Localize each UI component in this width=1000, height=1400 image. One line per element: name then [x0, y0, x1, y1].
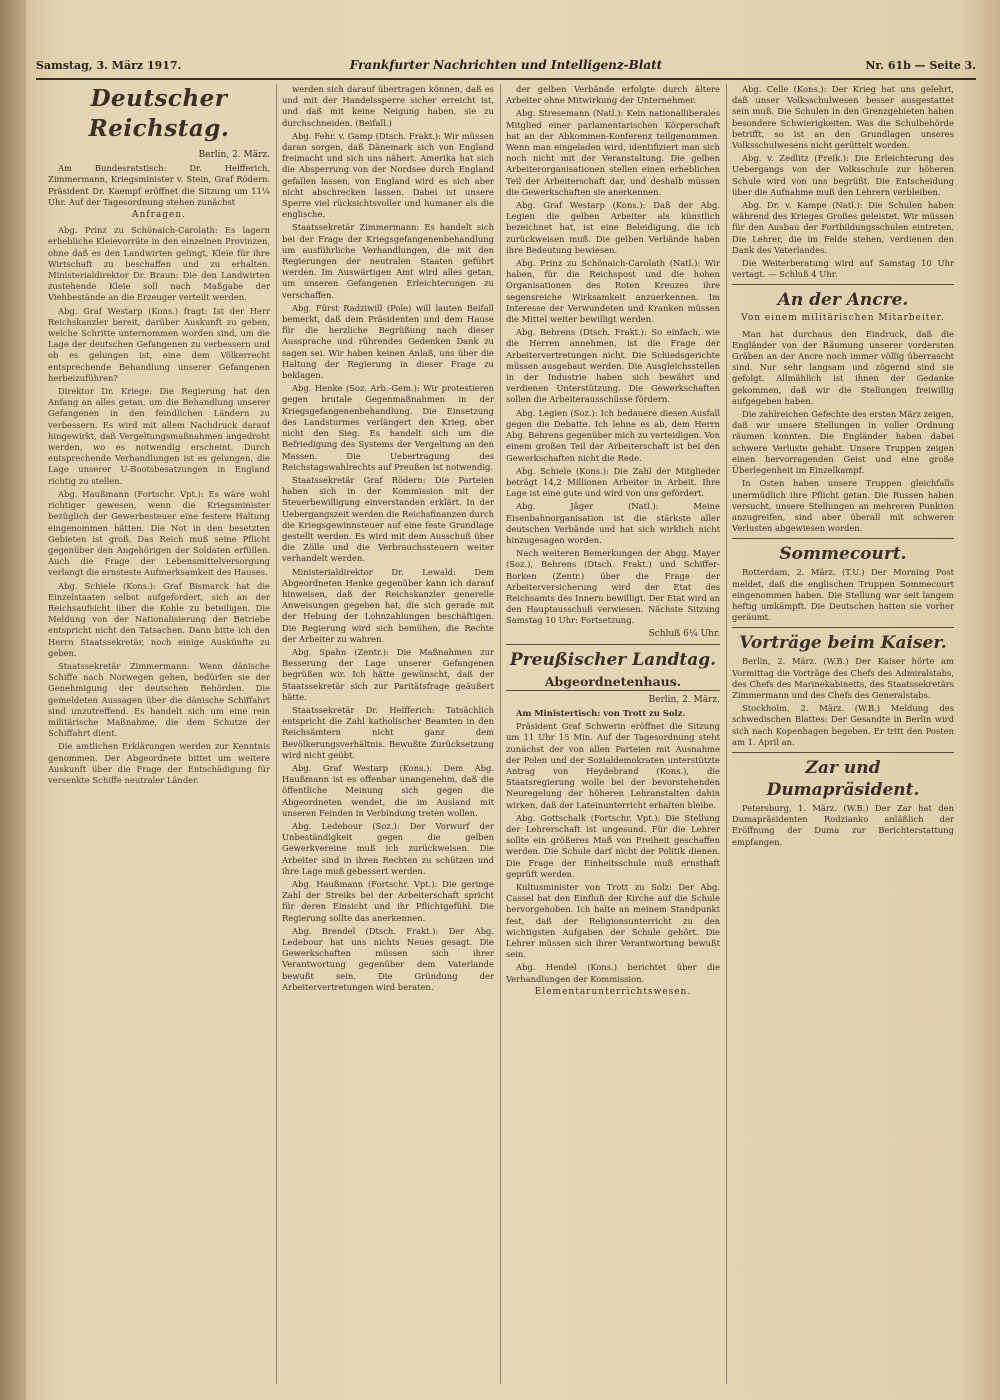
paragraph: Abg. Henke (Soz. Arb.-Gem.): Wir protestieren gegen brutale Gegenmaßnahmen in der Kriegsgefangenenbehandlung. Die Einsetzung des Landsturmes verlängert den Krieg, aber nicht den Sieg. Es handelt sich um die Befriedigung des Systems der Vergeltung an den Massen. Die Uebertragung des Reichstagswahlrechts auf Preußen ist notwendig. — [282, 383, 494, 472]
paragraph: Abg. Fürst Radziwill (Pole) will lauten Beifall bemerkt, daß dem Präsidenten und dem Hause für die herzliche Begrüßung nach dieser Aussprache und rührendes Gedenken Dank zu sagen sei. Wir haben keinen Anlaß, uns über die Haltung der Regierung in dieser Frage zu beklagen. — [282, 302, 494, 381]
paragraph: Am Bundesratstisch: Dr. Helfferich, Zimmermann, Kriegsminister v. Stein, Graf Rödern. Präsident Dr. Kaempf eröffnet die Sitzung um 11¼ Uhr. Auf der Tagesordnung stehen zunächst — [48, 163, 270, 207]
paragraph: Die zahlreichen Gefechte des ersten März zeigen, daß wir unsere Stellungen in voller Ordnung räumen konnten. Die Engländer haben dabei schwere Verluste gehabt. Unsere Truppen zeigen einen hervorragenden Geist und eine große Überlegenheit im Einzelkampf. — [732, 409, 954, 476]
paragraph: Abg. Stresemann (Natl.): Kein nationalliberales Mitglied einer parlamentarischen Körperschaft hat an der Abkommen-Konferenz teilgenommen. Wenn man eingeladen wird, identifiziert man sich noch nicht mit der Veranstaltung. Die gelben Arbeiterorganisationen stellen einen erheblichen Teil der Arbeiterschaft dar, und deshalb müssen die Gewerkschaften sie anerkennen. — [506, 108, 720, 197]
header-page-number: Nr. 61b — Seite 3. — [865, 59, 976, 72]
subheading: Elementarunterrichtswesen. — [534, 986, 692, 997]
paragraph: Abg. Celle (Kons.): Der Krieg hat uns gelehrt, daß unser Volksschulwesen besser ausgestattet sein muß. Die Schulen in den Grenzgebieten haben besondere Schwierigkeiten. Was die Schulbehörde betrifft, so ist an den Grundlagen unseres Volksschulwesens nicht gerüttelt worden. — [732, 84, 954, 151]
paragraph: Abg. Legien (Soz.): Ich bedauere diesen Ausfall gegen die Debatte. Ich lehne es ab, dem Herrn Abg. Behrens gegenüber mich zu verteidigen. Von einem großen Teil der Arbeiterschaft ist bei den Gewerkschaften nicht die Rede. — [506, 407, 720, 463]
paragraph: Abg. Ledebour (Soz.): Der Vorwurf der Unbeständigkeit gegen die gelben Gewerkvereine muß ich zurückweisen. Die Arbeiter sind in ihren Rechten zu schützen und ihre Lage muß gebessert werden. — [282, 821, 494, 876]
paragraph: Die amtlichen Erklärungen werden zur Kenntnis genommen. Der Abgeordnete bittet um weitere Auskunft über die Frage der Entschädigung für versenkte Schiffe neutraler Länder. — [48, 741, 270, 785]
column-4 — [732, 84, 954, 1390]
page-header — [36, 56, 976, 80]
paragraph: Abg. Gottschalk (Fortschr. Vpt.): Die Stellung der Lehrerschaft ist ungesund. Für die Lehrer sollte ein größeres Maß von Freiheit geschaffen werden. Die Schule darf nicht der Politik dienen. Die Frage der Einheitsschule muß ernsthaft geprüft werden. — [506, 812, 720, 879]
paragraph: Staatssekretär Zimmermann: Es handelt sich bei der Frage der Kriegsgefangenenbehandlung um ausführliche Verhandlungen, die mit den Regierungen der neutralen Staaten geführt werden. Im Auswärtigen Amt wird alles getan, um unseren Gefangenen Erleichterungen zu verschaffen. — [282, 222, 494, 300]
closing-line: Schluß 6¼ Uhr. — [648, 628, 720, 639]
dateline: Berlin, 2. März. — [198, 150, 270, 160]
paragraph: der gelben Verbände erfolgte durch ältere Arbeiter ohne Mitwirkung der Unternehmer. — [506, 84, 720, 106]
article-title-zar: Zar und Dumapräsident. — [732, 752, 954, 801]
paragraph: In Osten haben unsere Truppen gleichfalls unermüdlich ihre Pflicht getan. Die Russen haben versucht, unsere Stellungen an mehreren Punkten anzugreifen, sind aber überall mit schweren Verlusten abgewiesen worden. — [732, 478, 954, 534]
paragraph: Abg. Jäger (Natl.): Meine Eisenbahnorganisation ist die stärkste aller deutschen Verbände und hat sich wirklich nicht hinzugesagen worden. — [506, 501, 720, 545]
paragraph: Abg. Schiele (Kons.): Die Zahl der Mitglieder beträgt 14,2 Millionen Arbeiter in Arbeit. Ihre Lage ist eine gute und wird von uns gefördert. — [506, 465, 720, 499]
article-title-reichstag: Deutscher Reichstag. — [88, 85, 230, 142]
paragraph: Abg. Brendel (Dtsch. Frakt.): Der Abg. Ledebour hat uns nichts Neues gesagt. Die Gewerkschaften müssen sich ihrer Verantwortung gegenüber dem Vaterlande bewußt sein. Die Gründung der Arbeitervertretungen wird beraten. — [282, 925, 494, 992]
paragraph: Abg. Fehr. v. Gamp (Dtsch. Frakt.): Wir müssen daran sorgen, daß Dänemark sich von England freimacht und sich uns nähert. Amerika hat sich die Absperrung von der Nordsee durch England gefallen lassen, von England wird es sich aber nicht abschrecken lassen. Dabei ist unsere Sperre viel rücksichtsvoller und humaner als die englische. — [282, 130, 494, 220]
column-1 — [48, 84, 270, 1390]
binding-gutter — [0, 0, 26, 1400]
paragraph: Berlin, 2. März. (W.B.) Der Kaiser hörte am Vormittag die Vorträge des Chefs des Admiralstabs, des Chefs des Marinekabinetts, des Staatssekretärs Zimmermann und des Chefs des Generalstabs. — [732, 656, 954, 700]
paragraph: Die Weiterberatung wird auf Samstag 10 Uhr vertagt. — Schluß 4 Uhr. — [732, 258, 954, 280]
paragraph: Abg. Schiele (Kons.): Graf Bismarck hat die Einzelstaaten selbst aufgefordert, sich an der Reichsaufsicht über die Kohle zu beteiligen. Die Meldung von der Nationalisierung der Betriebe entspricht nicht den Tatsachen. Dann bitte ich den Herrn Staatssekretär, noch einige Auskünfte zu geben. — [48, 580, 270, 658]
paragraph: Abg. Prinz zu Schönaich-Carolath (Natl.): Wir haben, für die Reichspost und die hohen Organisationen des Roten Kreuzes ihre segensreiche Wirksamkeit anzuerkennen. Im Interesse der Verwundeten und Kranken müssen die Mittel weiter bewilligt werden. — [506, 258, 720, 325]
paragraph: Abg. Graf Westarp (Kons.) fragt: Ist der Herr Reichskanzler bereit, darüber Auskunft zu geben, welche Schritte unternommen worden sind, um die Lage der deutschen Gefangenen zu verbessern und ob es gelungen ist, eine dem Völkerrecht entsprechende Behandlung unserer Gefangenen herbeizuführen? — [48, 305, 270, 383]
paragraph: Staatssekretär Graf Rödern: Die Parteien haben sich in der Kommission mit der Steuerbewilligung einverstanden erklärt. In der Uebergangszeit werden die Reichsfinanzen durch die Kriegsgewinnsteuer auf eine feste Grundlage gestellt werden. Es wird mit dem Ausschuß über die Zölle und die Verbrauchssteuern weiter verhandelt werden. — [282, 474, 494, 564]
article-title-sommecourt: Sommecourt. — [732, 538, 954, 565]
header-masthead: Frankfurter Nachrichten und Intelligenz-Blatt — [349, 58, 663, 72]
paragraph: Direktor Dr. Kriege: Die Regierung hat den Anfang an alles getan, um die Behandlung unserer Gefangenen in den feindlichen Ländern zu verbessern. Es wird mit allem Nachdruck darauf hingewirkt, daß Vergeltungsmaßnahmen angedroht werden, wo es notwendig erscheint. Durch entsprechende Verhandlungen ist es gelungen, die Lage unserer U-Bootsbesatzungen in England richtig zu stellen. — [48, 386, 270, 486]
paragraph: Abg. Haußmann (Fortschr. Vpt.): Es wäre wohl richtiger gewesen, wenn die Kriegsminister bezüglich der Gewerbesteuer eine festere Haltung eingenommen hätten. Die Not in den besetzten Gebieten ist groß. Das Reich muß seine Pflicht gegenüber den Angehörigen der Soldaten erfüllen. Auch die Frage der Lebensmittelversorgung verlangt die ernsteste Aufmerksamkeit des Hauses. — [48, 488, 270, 578]
subheading: Von einem militärischen Mitarbeiter. — [741, 313, 945, 324]
paragraph: Ministerialdirektor Dr. Lewald: Dem Abgeordneten Henke gegenüber kann ich darauf hinweisen, daß der Reichskanzler generelle Anweisungen gegeben hat, die sich gerade mit der Hebung der Lohnzahlungen beschäftigen. Die Regierung wird sich bemühen, die Rechte der Arbeiter zu wahren. — [282, 566, 494, 644]
paragraph: Präsident Graf Schwerin eröffnet die Sitzung um 11 Uhr 15 Min. Auf der Tagesordnung steht zunächst der von allen Parteien mit Ausnahme der Polen und der Sozialdemokraten unterstützte Antrag von Heydebrand (Kons.), die Staatsregierung wolle bei der bevorstehenden Neuregelung der höheren Lehranstalten dahin wirken, daß der Lateinunterricht erhalten bleibe. — [506, 721, 720, 810]
paragraph: Man hat durchaus den Eindruck, daß die Engländer von der Räumung unserer vordersten Gräben an der Ancre noch immer völlig überrascht sind. Nur sehr langsam und zögernd sind sie gefolgt. Allmählich ist ihnen der Gedanke gekommen, daß wir die Stellungen freiwillig aufgegeben haben. — [732, 328, 954, 406]
article-title-kaiser: Vorträge beim Kaiser. — [732, 627, 954, 654]
paragraph: Abg. Behrens (Dtsch. Frakt.): So einfach, wie die Herren annehmen, ist die Frage der Arbeitervertretungen nicht. Die Schiedsgerichte müssen ausgebaut werden. Die Ausgleichsstellen in der Industrie haben sich bewährt und verdienen Unterstützung. Die Gewerkschaften sollen die Arbeiterausschüsse fördern. — [506, 327, 720, 405]
paragraph: Abg. Dr. v. Kampe (Natl.): Die Schulen haben während des Krieges Großes geleistet. Wir müssen für den Ausbau der Fortbildungsschulen eintreten. Die Lehrer, die im Felde stehen, verdienen den Dank des Vaterlandes. — [732, 200, 954, 255]
subheading: Anfragen. — [131, 210, 187, 221]
article-title-ancre: An der Ancre. — [732, 284, 954, 311]
column-rule — [726, 84, 727, 1384]
paragraph: Abg. Prinz zu Schönaich-Carolath: Es lagern erhebliche Kleievorräte in den einzelnen Provinzen, ohne daß es den Landwirten gelingt, Kleie für ihre Wirtschaft zu beschaffen und zu erhalten. Ministerialdirektor Dr. Braun: Die den Landwirten zustehende Kleie soll nach Maßgabe der Viehbestände an die Erzeuger verteilt werden. — [48, 225, 270, 303]
paragraph: Abg. v. Zedlitz (Freik.): Die Erleichterung des Uebergangs von der Volksschule zur höheren Schule wird von uns begrüßt. Die Entscheidung über die Aufnahme muß den Lehrern verbleiben. — [732, 153, 954, 197]
column-rule — [276, 84, 277, 1384]
paragraph: Rotterdam, 2. März. (T.U.) Der Morning Post meldet, daß die englischen Truppen Sommecourt eingenommen haben. Die Stellung war seit langem heftig umkämpft. Die Deutschen hatten sie vorher geräumt. — [732, 567, 954, 623]
article-title-landtag: Preußischer Landtag. — [506, 644, 720, 671]
article-subtitle: Abgeordnetenhaus. — [506, 673, 720, 691]
paragraph: Abg. Haußmann (Fortschr. Vpt.): Die geringe Zahl der Streiks bei der Arbeiterschaft spricht für deren Einsicht und ihr Pflichtgefühl. Die Regierung sollte das anerkennen. — [282, 879, 494, 923]
column-2 — [282, 84, 494, 1390]
paragraph: Nach weiteren Bemerkungen der Abgg. Mayer (Soz.), Behrens (Dtsch. Frakt.) und Schiffer-Borken (Zentr.) über die Frage der Arbeiterversicherung wird der Etat des Reichsamts des Innern bewilligt. Der Etat wird an den Hauptausschuß verwiesen. Nächste Sitzung Samstag 10 Uhr: Fortsetzung. — [506, 548, 720, 626]
paragraph: werden sich darauf übertragen können, daß es und mit der Handelssperre sicher erreicht ist, und daß mit keine Neigung haben, sie zu durchschneiden. (Beifall.) — [282, 84, 494, 128]
paragraph: Kultusminister von Trott zu Solz: Der Abg. Cassel hat den Einfluß der Kirche auf die Schule hervorgehoben. Ich halte an meinem Standpunkt fest, daß der Religionsunterricht zu den wichtigsten Aufgaben der Schule gehört. Die Lehrer müssen sich ihrer Verantwortung bewußt sein. — [506, 882, 720, 960]
paragraph: Staatssekretär Zimmermann: Wenn dänische Schiffe nach Norwegen gehen, bedürfen sie der Genehmigung der deutschen Behörden. Die gemeldeten Aussagen über die dänische Schiffahrt sind unzutreffend. Es handelt sich um eine rein militärische Maßnahme, die dem Schutze der Schiffahrt dient. — [48, 660, 270, 739]
dateline: Berlin, 2. März. — [648, 694, 720, 705]
column-3 — [506, 84, 720, 1390]
header-date: Samstag, 3. März 1917. — [36, 59, 182, 72]
paragraph: Stockholm, 2. März. (W.B.) Meldung des schwedischen Blattes: Der Gesandte in Berlin wird sich nach Kopenhagen begeben. Er tritt den Posten am 1. April an. — [732, 703, 954, 747]
paragraph: Abg. Spahn (Zentr.): Die Maßnahmen zur Besserung der Lage unserer Gefangenen begrüßen wir. Ich hätte gewünscht, daß der Staatssekretär sich zur Paritätsfrage geäußert hätte. — [282, 646, 494, 702]
column-rule — [500, 84, 501, 1384]
paragraph: Abg. Hendel (Kons.) berichtet über die Verhandlungen der Kommission. — [506, 962, 720, 984]
paragraph: Petersburg, 1. März. (W.B.) Der Zar hat den Dumapräsidenten Rodzianko anläßlich der Eröffnung der Duma zur Berichterstattung empfangen. — [732, 802, 954, 847]
paragraph: Abg. Graf Westarp (Kons.): Daß der Abg. Legien die gelben Arbeiter als künstlich bezeichnet hat, ist eine Beleidigung, die ich zurückweisen muß. Die gelben Verbände haben ihre Bedeutung bewiesen. — [506, 200, 720, 255]
paragraph: Am Ministertisch: von Trott zu Solz. — [516, 707, 686, 718]
paragraph: Staatssekretär Dr. Helfferich: Tatsächlich entspricht die Zahl katholischer Beamten in den Reichsämtern nicht ganz dem Bevölkerungsverhältnis. Bewußte Zurücksetzung wird nicht geübt. — [282, 704, 494, 760]
paragraph: Abg. Graf Westarp (Kons.): Dem Abg. Haußmann ist es offenbar unangenehm, daß die öffentliche Meinung sich gegen die Abgeordneten wendet, die im Ausland mit unseren Feinden in Verbindung treten wollen. — [282, 762, 494, 818]
